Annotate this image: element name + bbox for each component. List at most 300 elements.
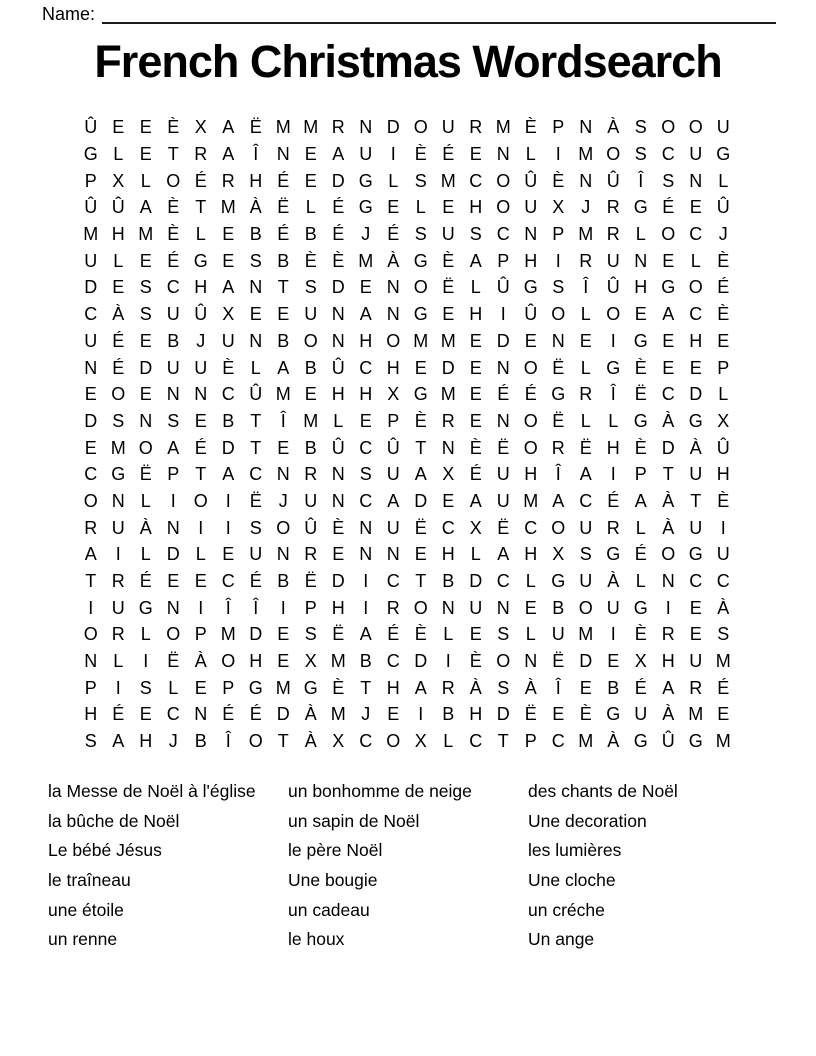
grid-letter: U bbox=[111, 597, 125, 618]
grid-letter: T bbox=[195, 464, 207, 485]
grid-letter: G bbox=[551, 384, 566, 405]
grid-letter: È bbox=[469, 437, 482, 458]
grid-letter: E bbox=[414, 544, 427, 565]
grid-letter: E bbox=[469, 384, 482, 405]
grid-letter: G bbox=[633, 731, 648, 752]
grid-letter: P bbox=[167, 464, 180, 485]
grid-letter: È bbox=[414, 144, 427, 165]
grid-letter: U bbox=[689, 651, 703, 672]
name-blank-line[interactable] bbox=[102, 3, 776, 24]
grid-letter: A bbox=[469, 490, 482, 511]
grid-letter: Û bbox=[524, 304, 538, 325]
grid-letter: E bbox=[552, 704, 565, 725]
grid-letter: O bbox=[166, 170, 181, 191]
grid-letter: O bbox=[83, 490, 98, 511]
grid-letter: É bbox=[194, 437, 207, 458]
grid-letter: A bbox=[359, 624, 372, 645]
grid-letter: J bbox=[168, 731, 178, 752]
grid-letter: D bbox=[441, 357, 455, 378]
grid-letter: X bbox=[552, 197, 565, 218]
grid-letter: Ë bbox=[442, 277, 455, 298]
grid-letter: T bbox=[690, 490, 702, 511]
grid-letter: U bbox=[716, 544, 730, 565]
grid-letter: U bbox=[689, 144, 703, 165]
grid-letter: E bbox=[414, 357, 427, 378]
word-item: le houx bbox=[288, 929, 345, 950]
grid-letter: Û bbox=[84, 117, 98, 138]
grid-letter: L bbox=[580, 304, 591, 325]
grid-letter: L bbox=[113, 250, 124, 271]
grid-letter: G bbox=[661, 277, 676, 298]
grid-letter: S bbox=[304, 277, 317, 298]
grid-letter: E bbox=[442, 490, 455, 511]
grid-letter: G bbox=[193, 250, 208, 271]
grid-letter: G bbox=[83, 144, 98, 165]
grid-letter: Û bbox=[496, 277, 510, 298]
grid-letter: Ë bbox=[332, 624, 345, 645]
grid-letter: I bbox=[390, 144, 396, 165]
grid-letter: C bbox=[469, 170, 483, 191]
grid-letter: S bbox=[139, 677, 152, 698]
grid-letter: U bbox=[496, 464, 510, 485]
grid-letter: E bbox=[249, 304, 262, 325]
word-list-column bbox=[288, 777, 528, 955]
grid-letter: H bbox=[524, 464, 538, 485]
grid-letter: É bbox=[112, 330, 125, 351]
grid-letter: S bbox=[634, 144, 647, 165]
grid-letter: L bbox=[635, 224, 646, 245]
grid-letter: D bbox=[331, 170, 345, 191]
grid-letter: L bbox=[415, 197, 426, 218]
grid-letter: H bbox=[634, 277, 648, 298]
grid-letter: G bbox=[551, 571, 566, 592]
grid-letter: N bbox=[441, 597, 455, 618]
grid-letter: È bbox=[332, 517, 345, 538]
grid-letter: B bbox=[359, 651, 372, 672]
grid-letter: D bbox=[139, 357, 153, 378]
grid-letter: L bbox=[580, 357, 591, 378]
name-label: Name: bbox=[42, 4, 96, 24]
grid-letter: U bbox=[524, 197, 538, 218]
grid-letter: H bbox=[84, 704, 98, 725]
grid-letter: O bbox=[661, 224, 676, 245]
grid-letter: M bbox=[440, 170, 456, 191]
grid-letter: É bbox=[249, 704, 262, 725]
grid-letter: À bbox=[689, 437, 702, 458]
grid-letter: E bbox=[359, 277, 372, 298]
grid-letter: E bbox=[662, 330, 675, 351]
grid-letter: É bbox=[222, 704, 235, 725]
grid-letter: S bbox=[579, 544, 592, 565]
grid-letter: M bbox=[523, 490, 539, 511]
grid-letter: L bbox=[305, 197, 316, 218]
grid-letter: Û bbox=[331, 437, 345, 458]
grid-letter: N bbox=[386, 544, 400, 565]
grid-letter: E bbox=[277, 624, 290, 645]
grid-letter: L bbox=[470, 544, 481, 565]
grid-letter: I bbox=[363, 597, 369, 618]
grid-letter: U bbox=[496, 490, 510, 511]
grid-letter: U bbox=[249, 544, 263, 565]
grid-letter: D bbox=[496, 704, 510, 725]
grid-letter: U bbox=[634, 704, 648, 725]
grid-letter: C bbox=[661, 384, 675, 405]
grid-letter: O bbox=[496, 197, 511, 218]
grid-letter: N bbox=[496, 410, 510, 431]
grid-letter: E bbox=[469, 624, 482, 645]
grid-letter: C bbox=[84, 304, 98, 325]
grid-letter: L bbox=[140, 170, 151, 191]
grid-letter: A bbox=[634, 490, 647, 511]
grid-letter: U bbox=[441, 117, 455, 138]
grid-letter: O bbox=[111, 384, 126, 405]
grid-letter: X bbox=[222, 304, 235, 325]
grid-letter: É bbox=[112, 704, 125, 725]
grid-letter: C bbox=[689, 224, 703, 245]
grid-letter: N bbox=[496, 597, 510, 618]
grid-letter: O bbox=[523, 410, 538, 431]
grid-letter: O bbox=[688, 277, 703, 298]
grid-letter: Î bbox=[638, 170, 644, 191]
grid-letter: R bbox=[606, 517, 620, 538]
grid-letter: T bbox=[662, 464, 674, 485]
grid-letter: D bbox=[386, 117, 400, 138]
grid-letter: P bbox=[222, 677, 235, 698]
grid-letter: S bbox=[304, 624, 317, 645]
grid-letter: T bbox=[85, 571, 97, 592]
grid-letter: É bbox=[332, 197, 345, 218]
grid-letter: T bbox=[167, 144, 179, 165]
grid-letter: C bbox=[524, 517, 538, 538]
grid-letter: E bbox=[194, 571, 207, 592]
grid-letter: B bbox=[277, 330, 290, 351]
grid-letter: L bbox=[195, 224, 206, 245]
word-item: un cadeau bbox=[288, 899, 370, 920]
grid-letter: R bbox=[579, 384, 593, 405]
grid-letter: H bbox=[606, 437, 620, 458]
grid-letter: B bbox=[607, 677, 620, 698]
grid-letter: N bbox=[689, 170, 703, 191]
grid-letter: B bbox=[304, 224, 317, 245]
grid-letter: I bbox=[665, 597, 671, 618]
grid-letter: S bbox=[414, 224, 427, 245]
grid-letter: X bbox=[112, 170, 125, 191]
grid-letter: A bbox=[469, 250, 482, 271]
grid-letter: E bbox=[689, 197, 702, 218]
grid-letter: É bbox=[194, 170, 207, 191]
grid-letter: E bbox=[84, 384, 97, 405]
grid-letter: E bbox=[442, 304, 455, 325]
grid-letter: B bbox=[194, 731, 207, 752]
grid-letter: I bbox=[418, 704, 424, 725]
grid-letter: D bbox=[496, 330, 510, 351]
grid-letter: H bbox=[469, 197, 483, 218]
grid-letter: Û bbox=[606, 277, 620, 298]
grid-letter: A bbox=[277, 357, 290, 378]
grid-letter: Ë bbox=[497, 517, 510, 538]
grid-letter: O bbox=[193, 490, 208, 511]
grid-letter: N bbox=[441, 437, 455, 458]
grid-letter: I bbox=[115, 544, 121, 565]
grid-letter: Ë bbox=[634, 384, 647, 405]
grid-letter: P bbox=[84, 677, 97, 698]
grid-letter: I bbox=[170, 490, 176, 511]
grid-letter: R bbox=[469, 117, 483, 138]
grid-letter: A bbox=[497, 544, 510, 565]
grid-letter: À bbox=[139, 517, 152, 538]
grid-letter: M bbox=[138, 224, 154, 245]
grid-letter: N bbox=[524, 224, 538, 245]
grid-letter: L bbox=[250, 357, 261, 378]
word-list-column bbox=[48, 777, 288, 955]
grid-letter: O bbox=[688, 117, 703, 138]
grid-letter: È bbox=[634, 357, 647, 378]
grid-letter: C bbox=[359, 357, 373, 378]
grid-letter: U bbox=[111, 517, 125, 538]
grid-letter: M bbox=[715, 731, 731, 752]
grid-letter: U bbox=[84, 330, 98, 351]
grid-letter: Î bbox=[225, 731, 231, 752]
grid-letter: È bbox=[469, 651, 482, 672]
grid-letter: É bbox=[607, 490, 620, 511]
grid-letter: E bbox=[112, 277, 125, 298]
grid-letter: Ë bbox=[552, 357, 565, 378]
grid-letter: H bbox=[331, 384, 345, 405]
grid-letter: É bbox=[277, 224, 290, 245]
grid-letter: É bbox=[139, 571, 152, 592]
grid-letter: N bbox=[331, 330, 345, 351]
grid-letter: O bbox=[496, 170, 511, 191]
grid-letter: N bbox=[496, 144, 510, 165]
grid-letter: B bbox=[304, 437, 317, 458]
grid-letter: È bbox=[634, 624, 647, 645]
grid-letter: O bbox=[386, 731, 401, 752]
grid-letter: L bbox=[525, 571, 536, 592]
grid-letter: È bbox=[414, 624, 427, 645]
grid-letter: N bbox=[331, 464, 345, 485]
grid-letter: S bbox=[469, 224, 482, 245]
grid-letter: E bbox=[167, 571, 180, 592]
grid-letter: G bbox=[413, 250, 428, 271]
word-item: Le bébé Jésus bbox=[48, 840, 162, 861]
grid-letter: L bbox=[635, 517, 646, 538]
grid-letter: E bbox=[222, 224, 235, 245]
grid-letter: É bbox=[717, 277, 730, 298]
grid-letter: S bbox=[497, 624, 510, 645]
grid-letter: I bbox=[143, 651, 149, 672]
grid-letter: T bbox=[277, 731, 289, 752]
grid-letter: R bbox=[441, 677, 455, 698]
grid-letter: M bbox=[275, 384, 291, 405]
grid-letter: Ë bbox=[304, 571, 317, 592]
grid-letter: E bbox=[469, 357, 482, 378]
grid-letter: A bbox=[552, 490, 565, 511]
grid-letter: E bbox=[84, 437, 97, 458]
word-item: un sapin de Noël bbox=[288, 810, 420, 831]
grid-letter: C bbox=[386, 571, 400, 592]
grid-letter: L bbox=[113, 651, 124, 672]
grid-letter: A bbox=[662, 304, 675, 325]
grid-letter: M bbox=[440, 330, 456, 351]
grid-letter: É bbox=[277, 170, 290, 191]
grid-letter: È bbox=[524, 117, 537, 138]
grid-letter: N bbox=[276, 144, 290, 165]
word-item: Un ange bbox=[528, 929, 595, 950]
grid-letter: U bbox=[689, 464, 703, 485]
grid-letter: P bbox=[524, 731, 537, 752]
grid-letter: È bbox=[167, 197, 180, 218]
grid-letter: R bbox=[441, 410, 455, 431]
grid-letter: R bbox=[386, 597, 400, 618]
grid-letter: G bbox=[523, 277, 538, 298]
grid-letter: E bbox=[524, 597, 537, 618]
grid-letter: Û bbox=[111, 197, 125, 218]
grid-letter: G bbox=[606, 357, 621, 378]
grid-letter: S bbox=[552, 277, 565, 298]
grid-letter: D bbox=[579, 651, 593, 672]
grid-letter: N bbox=[194, 384, 208, 405]
grid-letter: L bbox=[608, 410, 619, 431]
grid-letter: G bbox=[716, 144, 731, 165]
grid-letter: G bbox=[248, 677, 263, 698]
grid-letter: X bbox=[414, 731, 427, 752]
grid-letter: Ë bbox=[579, 437, 592, 458]
grid-letter: A bbox=[662, 677, 675, 698]
grid-letter: N bbox=[166, 384, 180, 405]
grid-letter: E bbox=[469, 330, 482, 351]
grid-letter: H bbox=[689, 330, 703, 351]
grid-letter: O bbox=[413, 597, 428, 618]
grid-letter: È bbox=[717, 490, 730, 511]
grid-letter: N bbox=[386, 304, 400, 325]
grid-letter: T bbox=[195, 197, 207, 218]
grid-letter: A bbox=[414, 464, 427, 485]
grid-letter: É bbox=[387, 624, 400, 645]
grid-letter: C bbox=[359, 490, 373, 511]
grid-letter: N bbox=[111, 490, 125, 511]
page-title: French Christmas Wordsearch bbox=[94, 36, 722, 87]
grid-letter: P bbox=[194, 624, 207, 645]
grid-letter: É bbox=[112, 357, 125, 378]
grid-letter: È bbox=[634, 437, 647, 458]
grid-letter: U bbox=[386, 517, 400, 538]
grid-letter: G bbox=[606, 544, 621, 565]
grid-letter: N bbox=[359, 517, 373, 538]
grid-letter: Ë bbox=[414, 517, 427, 538]
grid-letter: C bbox=[221, 384, 235, 405]
word-item: Une bougie bbox=[288, 870, 378, 891]
grid-letter: Û bbox=[331, 357, 345, 378]
grid-letter: E bbox=[524, 330, 537, 351]
grid-letter: S bbox=[359, 464, 372, 485]
grid-letter: È bbox=[222, 357, 235, 378]
grid-letter: À bbox=[662, 490, 675, 511]
grid-letter: L bbox=[443, 624, 454, 645]
grid-letter: S bbox=[112, 410, 125, 431]
grid-letter: E bbox=[717, 704, 730, 725]
grid-letter: U bbox=[441, 224, 455, 245]
grid-letter: T bbox=[250, 410, 262, 431]
grid-letter: P bbox=[387, 410, 400, 431]
grid-letter: À bbox=[524, 677, 537, 698]
grid-letter: Ë bbox=[249, 117, 262, 138]
grid-letter: À bbox=[304, 731, 317, 752]
grid-letter: U bbox=[689, 517, 703, 538]
grid-letter: D bbox=[331, 571, 345, 592]
grid-letter: D bbox=[84, 277, 98, 298]
word-item: le père Noël bbox=[288, 840, 383, 861]
grid-letter: D bbox=[469, 571, 483, 592]
grid-letter: M bbox=[578, 624, 594, 645]
grid-letter: E bbox=[717, 330, 730, 351]
grid-letter: B bbox=[277, 250, 290, 271]
grid-letter: Î bbox=[583, 277, 589, 298]
grid-letter: C bbox=[84, 464, 98, 485]
grid-letter: H bbox=[524, 250, 538, 271]
grid-letter: G bbox=[111, 464, 126, 485]
grid-letter: N bbox=[524, 651, 538, 672]
grid-letter: U bbox=[166, 357, 180, 378]
grid-letter: C bbox=[716, 571, 730, 592]
grid-letter: O bbox=[496, 651, 511, 672]
grid-letter: U bbox=[606, 250, 620, 271]
grid-letter: R bbox=[606, 224, 620, 245]
grid-letter: L bbox=[140, 490, 151, 511]
grid-letter: Î bbox=[610, 384, 616, 405]
grid-letter: U bbox=[551, 624, 565, 645]
grid-letter: P bbox=[497, 250, 510, 271]
grid-letter: L bbox=[635, 571, 646, 592]
grid-letter: À bbox=[194, 651, 207, 672]
grid-letter: O bbox=[661, 544, 676, 565]
grid-letter: U bbox=[716, 117, 730, 138]
grid-letter: O bbox=[83, 624, 98, 645]
grid-letter: E bbox=[277, 304, 290, 325]
grid-letter: Î bbox=[555, 677, 561, 698]
word-item: Une decoration bbox=[528, 810, 647, 831]
grid-letter: I bbox=[198, 517, 204, 538]
grid-letter: P bbox=[717, 357, 730, 378]
grid-letter: S bbox=[717, 624, 730, 645]
grid-letter: Û bbox=[716, 197, 730, 218]
grid-letter: À bbox=[469, 677, 482, 698]
grid-letter: L bbox=[168, 677, 179, 698]
grid-letter: E bbox=[112, 117, 125, 138]
grid-letter: N bbox=[331, 304, 345, 325]
grid-letter: G bbox=[633, 330, 648, 351]
grid-letter: Î bbox=[253, 597, 259, 618]
grid-letter: È bbox=[579, 704, 592, 725]
grid-letter: I bbox=[610, 464, 616, 485]
grid-letter: É bbox=[634, 677, 647, 698]
grid-letter: O bbox=[386, 330, 401, 351]
grid-letter: R bbox=[551, 437, 565, 458]
grid-letter: H bbox=[139, 731, 153, 752]
grid-letter: C bbox=[386, 651, 400, 672]
grid-letter: M bbox=[578, 224, 594, 245]
grid-letter: S bbox=[139, 304, 152, 325]
grid-letter: C bbox=[166, 277, 180, 298]
grid-letter: É bbox=[387, 224, 400, 245]
grid-letter: E bbox=[387, 704, 400, 725]
grid-letter: I bbox=[225, 517, 231, 538]
grid-letter: M bbox=[578, 731, 594, 752]
grid-letter: M bbox=[330, 651, 346, 672]
grid-letter: O bbox=[166, 624, 181, 645]
grid-letter: È bbox=[304, 250, 317, 271]
word-item: le traîneau bbox=[48, 870, 131, 891]
grid-letter: U bbox=[166, 304, 180, 325]
